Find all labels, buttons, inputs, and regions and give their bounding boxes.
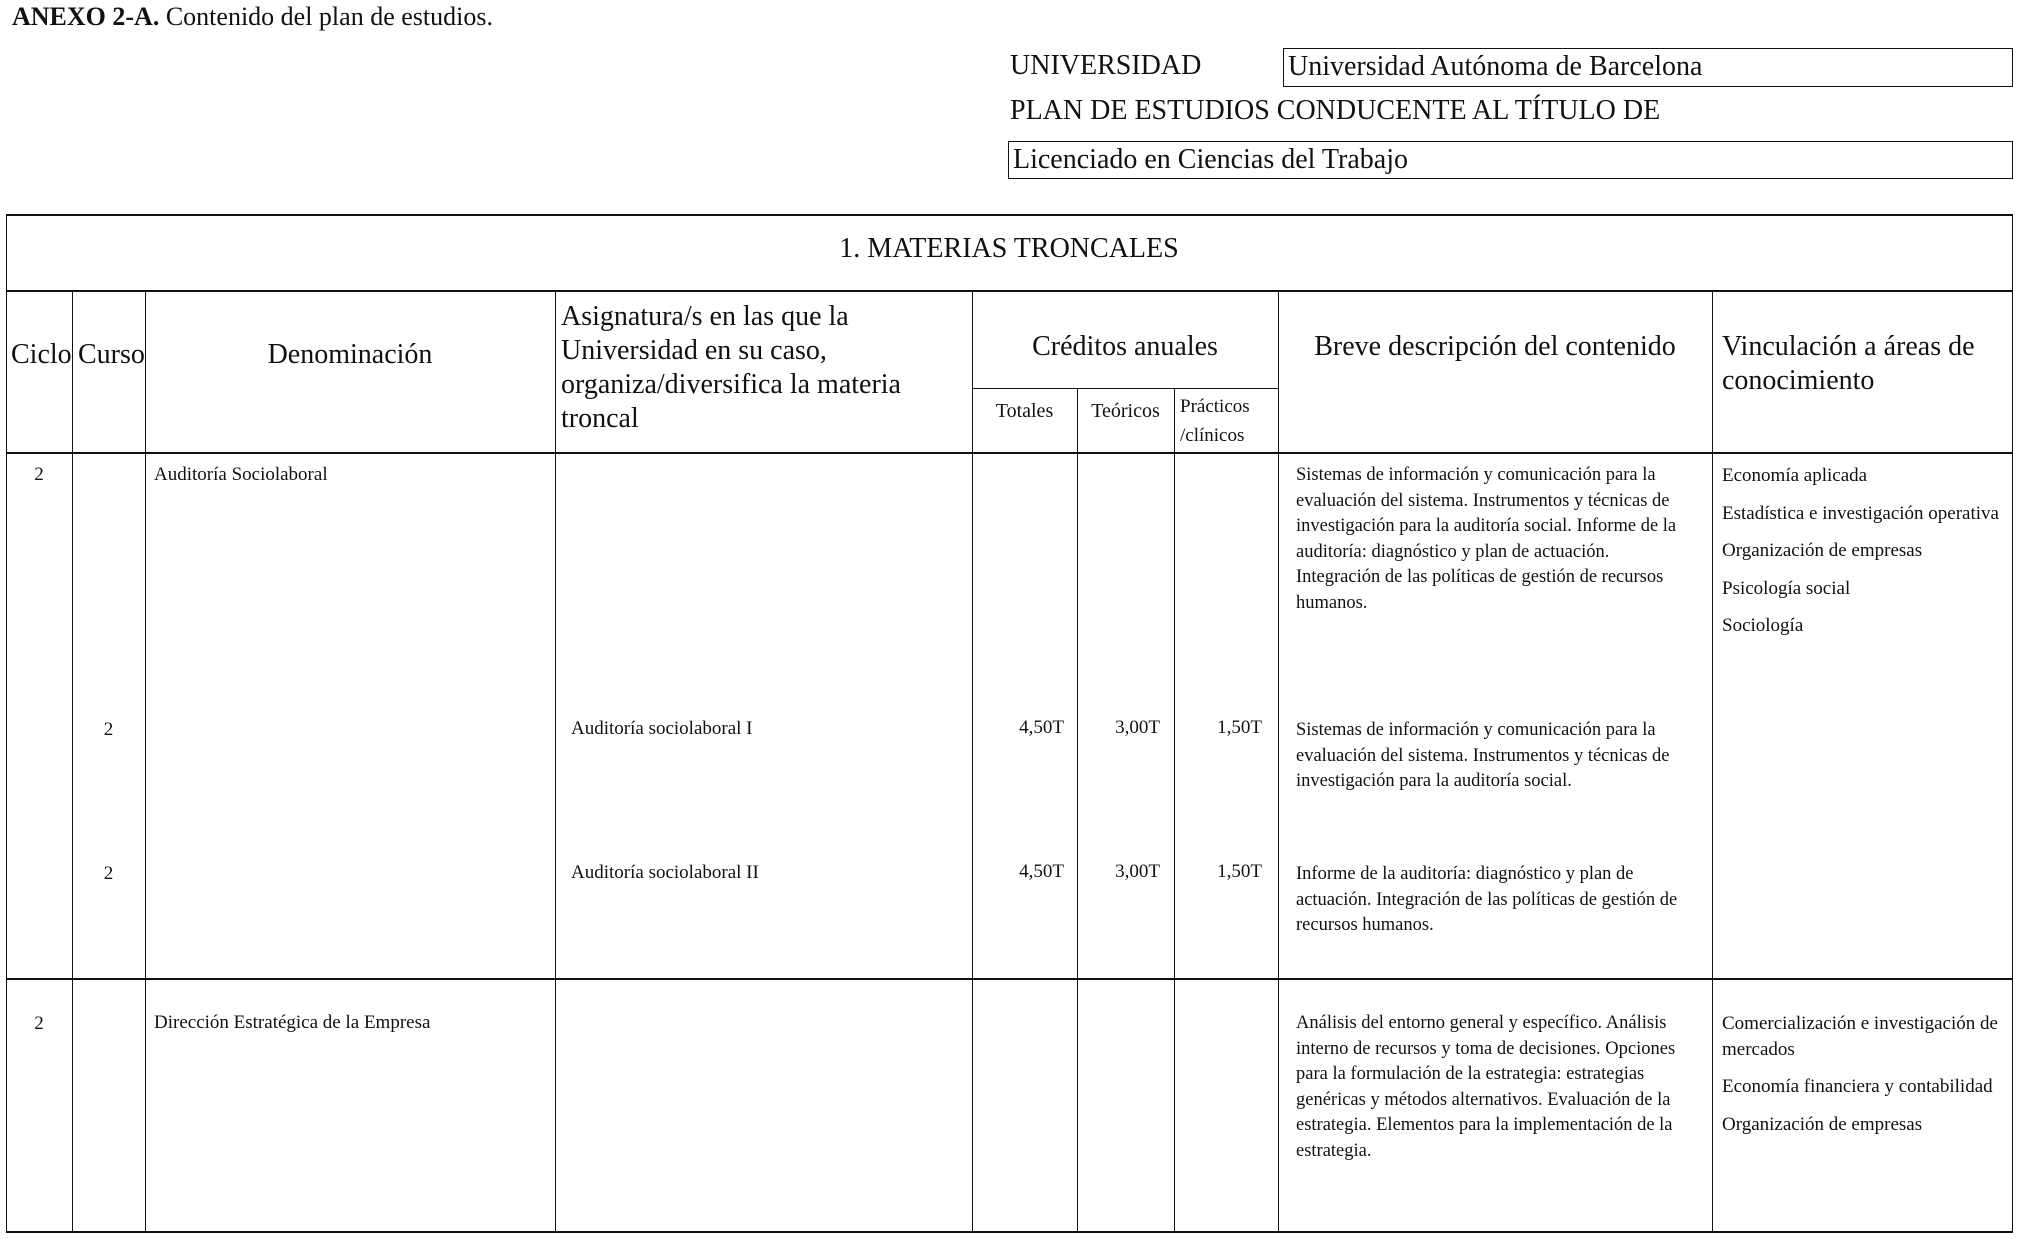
university-value: Universidad Autónoma de Barcelona bbox=[1283, 48, 2013, 87]
area-item: Sociología bbox=[1722, 615, 1804, 636]
teoricos-value: 3,00T bbox=[1115, 717, 1160, 738]
denominacion-value: Auditoría Sociolaboral bbox=[154, 464, 328, 485]
section-title: 1. MATERIAS TRONCALES bbox=[839, 233, 1179, 264]
curso-value: 2 bbox=[103, 719, 114, 740]
denominacion-value: Dirección Estratégica de la Empresa bbox=[154, 1012, 431, 1033]
degree-value: Licenciado en Ciencias del Trabajo bbox=[1008, 141, 2013, 179]
asignatura-value: Auditoría sociolaboral II bbox=[571, 862, 759, 883]
annex-title bbox=[12, 2, 493, 32]
plan-label: PLAN DE ESTUDIOS CONDUCENTE AL TÍTULO DE bbox=[1010, 95, 1661, 126]
curso-value: 2 bbox=[103, 863, 114, 884]
area-item: Economía aplicada bbox=[1722, 465, 1868, 486]
annex-label: ANEXO 2-A. bbox=[12, 2, 160, 31]
area-item: Comercialización e investigación de mercados bbox=[1722, 1013, 1998, 1060]
descripcion-value: Sistemas de información y comunicación para la evaluación del sistema. Instrumentos y técnicas de investigación para la auditoría social. bbox=[1296, 720, 1670, 791]
totales-value: 4,50T bbox=[1019, 717, 1064, 738]
col-practicos: Prácticos /clínicos bbox=[1180, 396, 1250, 446]
col-vinculacion: Vinculación a áreas de conocimiento bbox=[1722, 331, 1975, 396]
university-label: UNIVERSIDAD bbox=[1010, 50, 1202, 81]
asignatura-value: Auditoría sociolaboral I bbox=[571, 718, 753, 739]
area-item: Estadística e investigación operativa bbox=[1722, 502, 1999, 524]
descripcion-value: Informe de la auditoría: diagnóstico y plan de actuación. Integración de las políticas de gestión de recursos humanos. bbox=[1296, 864, 1678, 935]
practicos-value: 1,50T bbox=[1217, 861, 1262, 882]
totales-value: 4,50T bbox=[1019, 861, 1064, 882]
area-item: Organización de empresas bbox=[1722, 1113, 1923, 1135]
col-ciclo: Ciclo bbox=[11, 339, 72, 370]
practicos-value: 1,50T bbox=[1217, 717, 1262, 738]
col-totales: Totales bbox=[995, 400, 1054, 422]
vinculacion-list bbox=[1722, 463, 2007, 651]
area-item: Psicología social bbox=[1722, 577, 1851, 599]
col-descripcion: Breve descripción del contenido bbox=[1314, 331, 1676, 362]
ciclo-value: 2 bbox=[34, 464, 44, 485]
vinculacion-list bbox=[1722, 1011, 2007, 1149]
area-item: Economía financiera y contabilidad bbox=[1722, 1076, 1993, 1097]
annex-title-text: Contenido del plan de estudios. bbox=[165, 2, 493, 31]
descripcion-value: Sistemas de información y comunicación para la evaluación del sistema. Instrumentos y técnicas de investigación para la auditoría social. Informe de la auditoría: diagnóstico y plan de actuación. Integración de las políticas de gestión de recursos humanos. bbox=[1296, 465, 1677, 613]
col-teoricos: Teóricos bbox=[1091, 400, 1160, 422]
ciclo-value: 2 bbox=[34, 1013, 44, 1034]
teoricos-value: 3,00T bbox=[1115, 861, 1160, 882]
col-creditos: Créditos anuales bbox=[1032, 331, 1218, 362]
col-asignaturas: Asignatura/s en las que la Universidad en su caso, organiza/diversifica la materia troncal bbox=[561, 301, 901, 434]
col-curso: Curso bbox=[78, 339, 145, 370]
descripcion-value: Análisis del entorno general y específico. Análisis interno de recursos y toma de decisiones. Opciones para la formulación de la estrategia: estrategias genéricas y métodos alternativos. Evaluación de la estrategia. Elementos para la implementación de la estrategia. bbox=[1296, 1013, 1676, 1161]
area-item: Organización de empresas bbox=[1722, 540, 1923, 561]
col-denominacion: Denominación bbox=[267, 339, 433, 370]
